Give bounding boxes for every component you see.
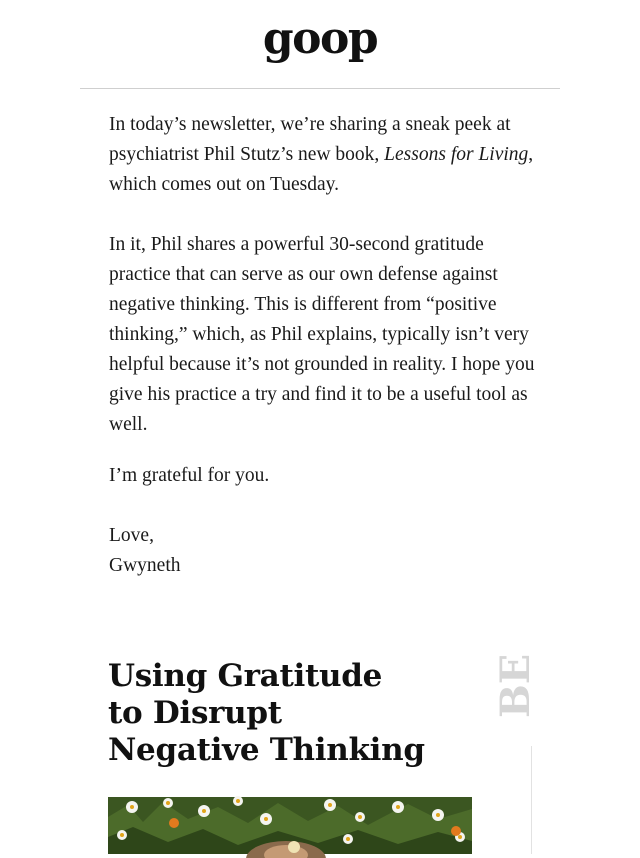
newsletter-body xyxy=(109,110,549,581)
signoff: Love, xyxy=(109,525,154,546)
side-divider xyxy=(531,746,532,854)
grateful-line: I’m grateful for you. xyxy=(109,465,270,486)
vertical-title xyxy=(492,653,539,722)
email-header xyxy=(80,0,560,89)
gratitude-paragraph: In it, Phil shares a powerful 30-second gratitude practice that can serve as our own defense against negative thinking. This is different from “positive thinking,” which, as Phil explains, typically isn’t very helpful because it’s not grounded in reality. I hope you give his practice a try and find it to be a useful tool as well. xyxy=(109,234,535,435)
book-title: Lessons for Living xyxy=(384,144,529,165)
headline-line-1: Using Gratitude xyxy=(108,658,383,694)
headline-line-3: Negative Thinking xyxy=(108,732,425,768)
intro-text-after: , which comes out on Tuesday. xyxy=(109,144,534,195)
article-headline[interactable] xyxy=(108,658,468,769)
headline-line-2: to Disrupt xyxy=(108,695,282,731)
intro-text-before: In today’s newsletter, we’re sharing a sneak peek at psychiatrist Phil Stutz’s new book, xyxy=(109,114,511,165)
intro-paragraph xyxy=(109,110,549,200)
flower-field-image xyxy=(108,797,472,854)
vertical-title-text: BE xyxy=(492,653,539,718)
goop-logo[interactable]: goop xyxy=(262,13,378,64)
signature-name: Gwyneth xyxy=(109,555,181,576)
article-hero-image[interactable] xyxy=(108,797,472,854)
signature-block xyxy=(109,521,549,581)
